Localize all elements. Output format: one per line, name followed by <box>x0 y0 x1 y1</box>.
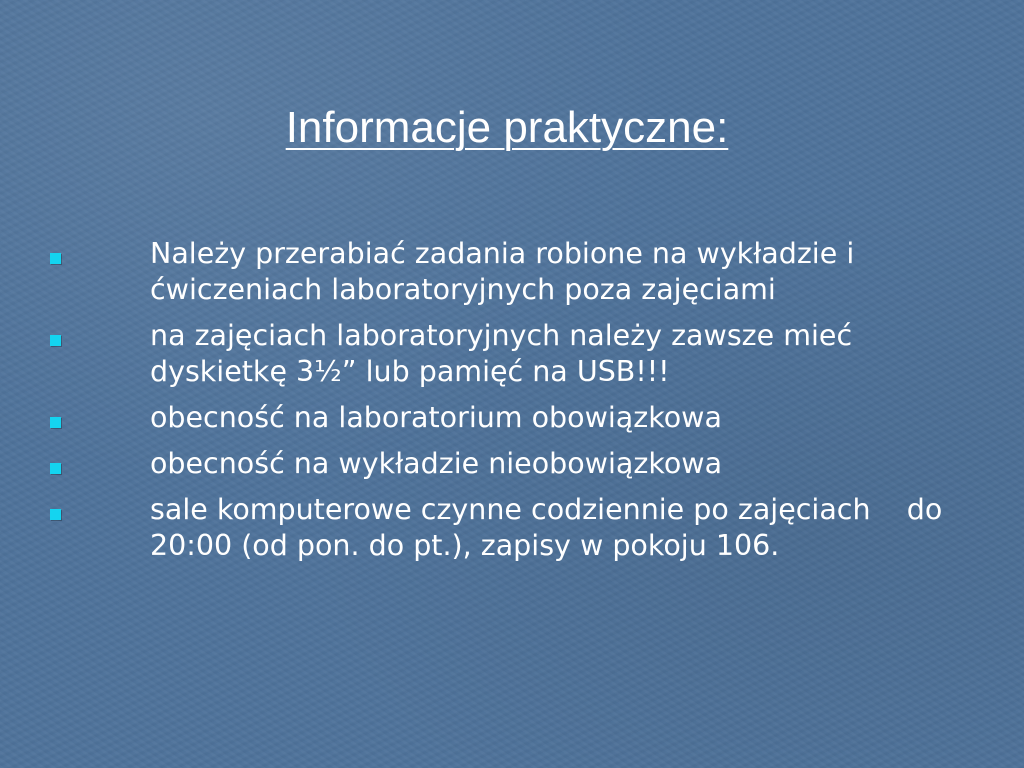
list-item <box>44 400 944 436</box>
list-item <box>44 236 944 308</box>
slide-title: Informacje praktyczne: <box>285 103 729 152</box>
bullet-text: obecność na laboratorium obowiązkowa <box>150 401 722 434</box>
bullet-text: na zajęciach laboratoryjnych należy zawsze mieć dyskietkę 3½” lub pamięć na USB!!! <box>150 319 871 388</box>
list-item <box>44 318 944 390</box>
bullet-text: sale komputerowe czynne codziennie po zajęciach do 20:00 (od pon. do pt.), zapisy w pokoju 106. <box>150 493 952 562</box>
list-item <box>44 446 944 482</box>
square-bullet-icon <box>50 417 61 428</box>
square-bullet-icon <box>50 335 61 346</box>
bullet-text: Należy przerabiać zadania robione na wykładzie i ćwiczeniach laboratoryjnych poza zajęciami <box>150 237 864 306</box>
list-item <box>44 492 952 564</box>
bullet-text: obecność na wykładzie nieobowiązkowa <box>150 447 723 480</box>
bullet-list <box>44 236 952 574</box>
square-bullet-icon <box>50 253 61 264</box>
square-bullet-icon <box>50 463 61 474</box>
square-bullet-icon <box>50 509 61 520</box>
